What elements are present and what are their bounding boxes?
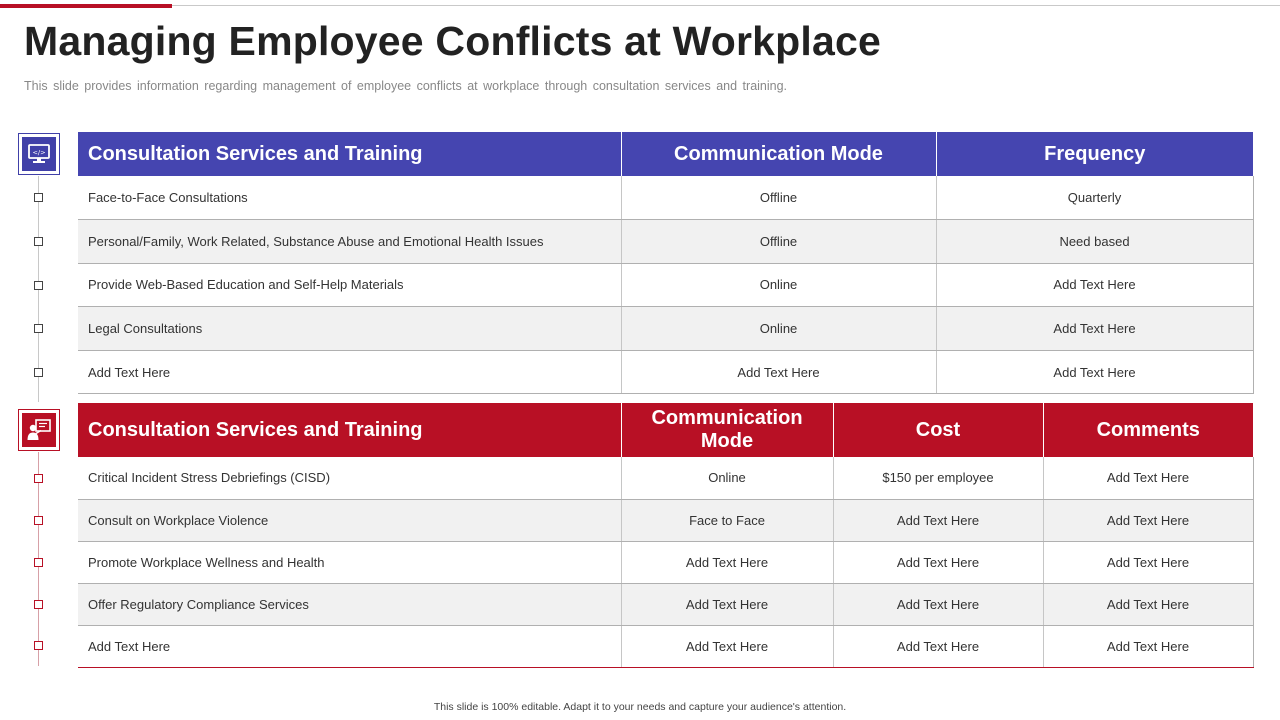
table1-icon-box [18, 133, 60, 175]
table-cell: Add Text Here [833, 499, 1043, 541]
row-bullet [34, 193, 43, 202]
row-bullet [34, 474, 43, 483]
row-bullet [34, 368, 43, 377]
table-cell: Add Text Here [78, 350, 621, 394]
table-row [78, 350, 1253, 394]
column-header: Communication Mode [621, 403, 833, 457]
table-row [78, 541, 1253, 583]
table-cell: Face-to-Face Consultations [78, 176, 621, 220]
row-bullet [34, 516, 43, 525]
top-divider [0, 5, 1280, 6]
presentation-icon [22, 413, 56, 447]
table-cell: Add Text Here [1043, 457, 1253, 499]
table-row [78, 176, 1253, 220]
table-cell: Add Text Here [833, 583, 1043, 625]
table-cell: Add Text Here [833, 541, 1043, 583]
table-cell: Add Text Here [621, 350, 936, 394]
table2-icon-box [18, 409, 60, 451]
table-row [78, 220, 1253, 264]
table-cell: Online [621, 307, 936, 351]
table-cell: Online [621, 457, 833, 499]
table-cell: Add Text Here [936, 307, 1253, 351]
column-header: Consultation Services and Training [78, 132, 621, 176]
table-cell: $150 per employee [833, 457, 1043, 499]
table-cell: Add Text Here [621, 583, 833, 625]
footer-note: This slide is 100% editable. Adapt it to your needs and capture your audience's attention. [433, 701, 847, 713]
table-cell: Offline [621, 220, 936, 264]
table-cell: Add Text Here [936, 350, 1253, 394]
row-bullet [34, 641, 43, 650]
column-header: Frequency [936, 132, 1253, 176]
table-row [78, 499, 1253, 541]
table-header-row [78, 132, 1253, 176]
monitor-icon [22, 137, 56, 171]
table-cell: Add Text Here [1043, 583, 1253, 625]
table-cell: Need based [936, 220, 1253, 264]
svg-text:</>: </> [32, 148, 46, 157]
table-cell: Add Text Here [1043, 541, 1253, 583]
table-cell: Promote Workplace Wellness and Health [78, 541, 621, 583]
table-cell: Quarterly [936, 176, 1253, 220]
page-subtitle: This slide provides information regarding management of employee conflicts at workplace through consultation services and training. [24, 79, 788, 93]
table-cell: Add Text Here [78, 625, 621, 667]
column-header: Communication Mode [621, 132, 936, 176]
column-header: Comments [1043, 403, 1253, 457]
table-row [78, 583, 1253, 625]
row-bullet [34, 600, 43, 609]
table-cell: Online [621, 263, 936, 307]
row-bullet [34, 324, 43, 333]
consultation-cost-table [78, 403, 1254, 668]
table-cell: Add Text Here [936, 263, 1253, 307]
table-cell: Add Text Here [621, 541, 833, 583]
table-row [78, 263, 1253, 307]
column-header: Consultation Services and Training [78, 403, 621, 457]
table-cell: Personal/Family, Work Related, Substance Abuse and Emotional Health Issues [78, 220, 621, 264]
table-cell: Add Text Here [621, 625, 833, 667]
top-accent-bar [0, 4, 172, 8]
table-row [78, 625, 1253, 667]
table-cell: Consult on Workplace Violence [78, 499, 621, 541]
table-cell: Offline [621, 176, 936, 220]
table-cell: Add Text Here [1043, 625, 1253, 667]
table-cell: Face to Face [621, 499, 833, 541]
table-row [78, 307, 1253, 351]
table-cell: Offer Regulatory Compliance Services [78, 583, 621, 625]
table-cell: Add Text Here [1043, 499, 1253, 541]
column-header: Cost [833, 403, 1043, 457]
table-cell: Add Text Here [833, 625, 1043, 667]
table-cell: Legal Consultations [78, 307, 621, 351]
row-bullet [34, 237, 43, 246]
page-title: Managing Employee Conflicts at Workplace [24, 18, 882, 64]
row-bullet [34, 558, 43, 567]
table-cell: Critical Incident Stress Debriefings (CISD) [78, 457, 621, 499]
table-cell: Provide Web-Based Education and Self-Help Materials [78, 263, 621, 307]
consultation-services-table [78, 132, 1254, 394]
table-row [78, 457, 1253, 499]
row-bullet [34, 281, 43, 290]
table-header-row [78, 403, 1253, 457]
